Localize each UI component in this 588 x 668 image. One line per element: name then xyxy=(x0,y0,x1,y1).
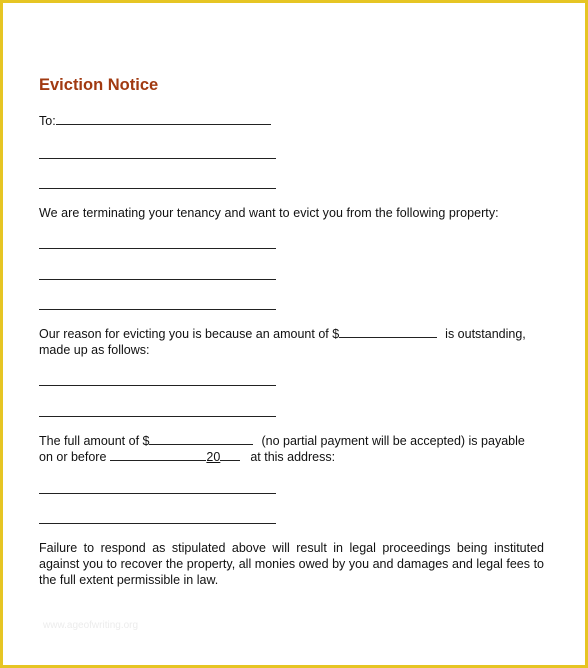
watermark-text: www.ageofwriting.org xyxy=(43,620,139,631)
property-blank-2[interactable] xyxy=(39,279,276,280)
due-year-blank[interactable] xyxy=(220,449,240,461)
reason-text-b: is outstanding, xyxy=(445,327,526,341)
reason-text-c: made up as follows: xyxy=(39,343,150,357)
payment-text-d: 20 xyxy=(206,450,221,464)
payment-text-b: (no partial payment will be accepted) is payable xyxy=(261,434,525,448)
payment-text-a: The full amount of $ xyxy=(39,434,150,448)
address-blank-1[interactable] xyxy=(39,158,276,159)
address-blank-2[interactable] xyxy=(39,188,276,189)
to-blank[interactable] xyxy=(56,113,271,125)
full-amount-blank[interactable] xyxy=(149,433,253,445)
terminating-paragraph: We are terminating your tenancy and want to evict you from the following property: xyxy=(39,206,499,220)
payment-line-2 xyxy=(39,449,551,465)
reason-text-a: Our reason for evicting you is because an amount of $ xyxy=(39,327,340,341)
document-title: Eviction Notice xyxy=(39,76,159,94)
payment-text-c: on or before xyxy=(39,450,107,464)
payment-address-blank-2[interactable] xyxy=(39,523,276,524)
to-line xyxy=(39,113,271,128)
breakdown-blank-2[interactable] xyxy=(39,416,276,417)
payment-line-1 xyxy=(39,433,551,449)
failure-paragraph: Failure to respond as stipulated above will result in legal proceedings being instituted against you to recover the property, all monies owed by you and damages and legal fees to the full extent permissible in law. xyxy=(39,541,544,587)
due-date-blank[interactable] xyxy=(110,449,206,461)
property-blank-3[interactable] xyxy=(39,309,276,310)
breakdown-blank-1[interactable] xyxy=(39,385,276,386)
payment-address-blank-1[interactable] xyxy=(39,493,276,494)
document-page xyxy=(3,3,585,665)
amount-outstanding-blank[interactable] xyxy=(339,326,437,338)
property-blank-1[interactable] xyxy=(39,248,276,249)
to-label: To: xyxy=(39,114,56,128)
reason-line-1 xyxy=(39,326,551,342)
payment-paragraph xyxy=(39,433,551,465)
reason-paragraph xyxy=(39,326,551,358)
payment-text-e: at this address: xyxy=(250,450,336,464)
